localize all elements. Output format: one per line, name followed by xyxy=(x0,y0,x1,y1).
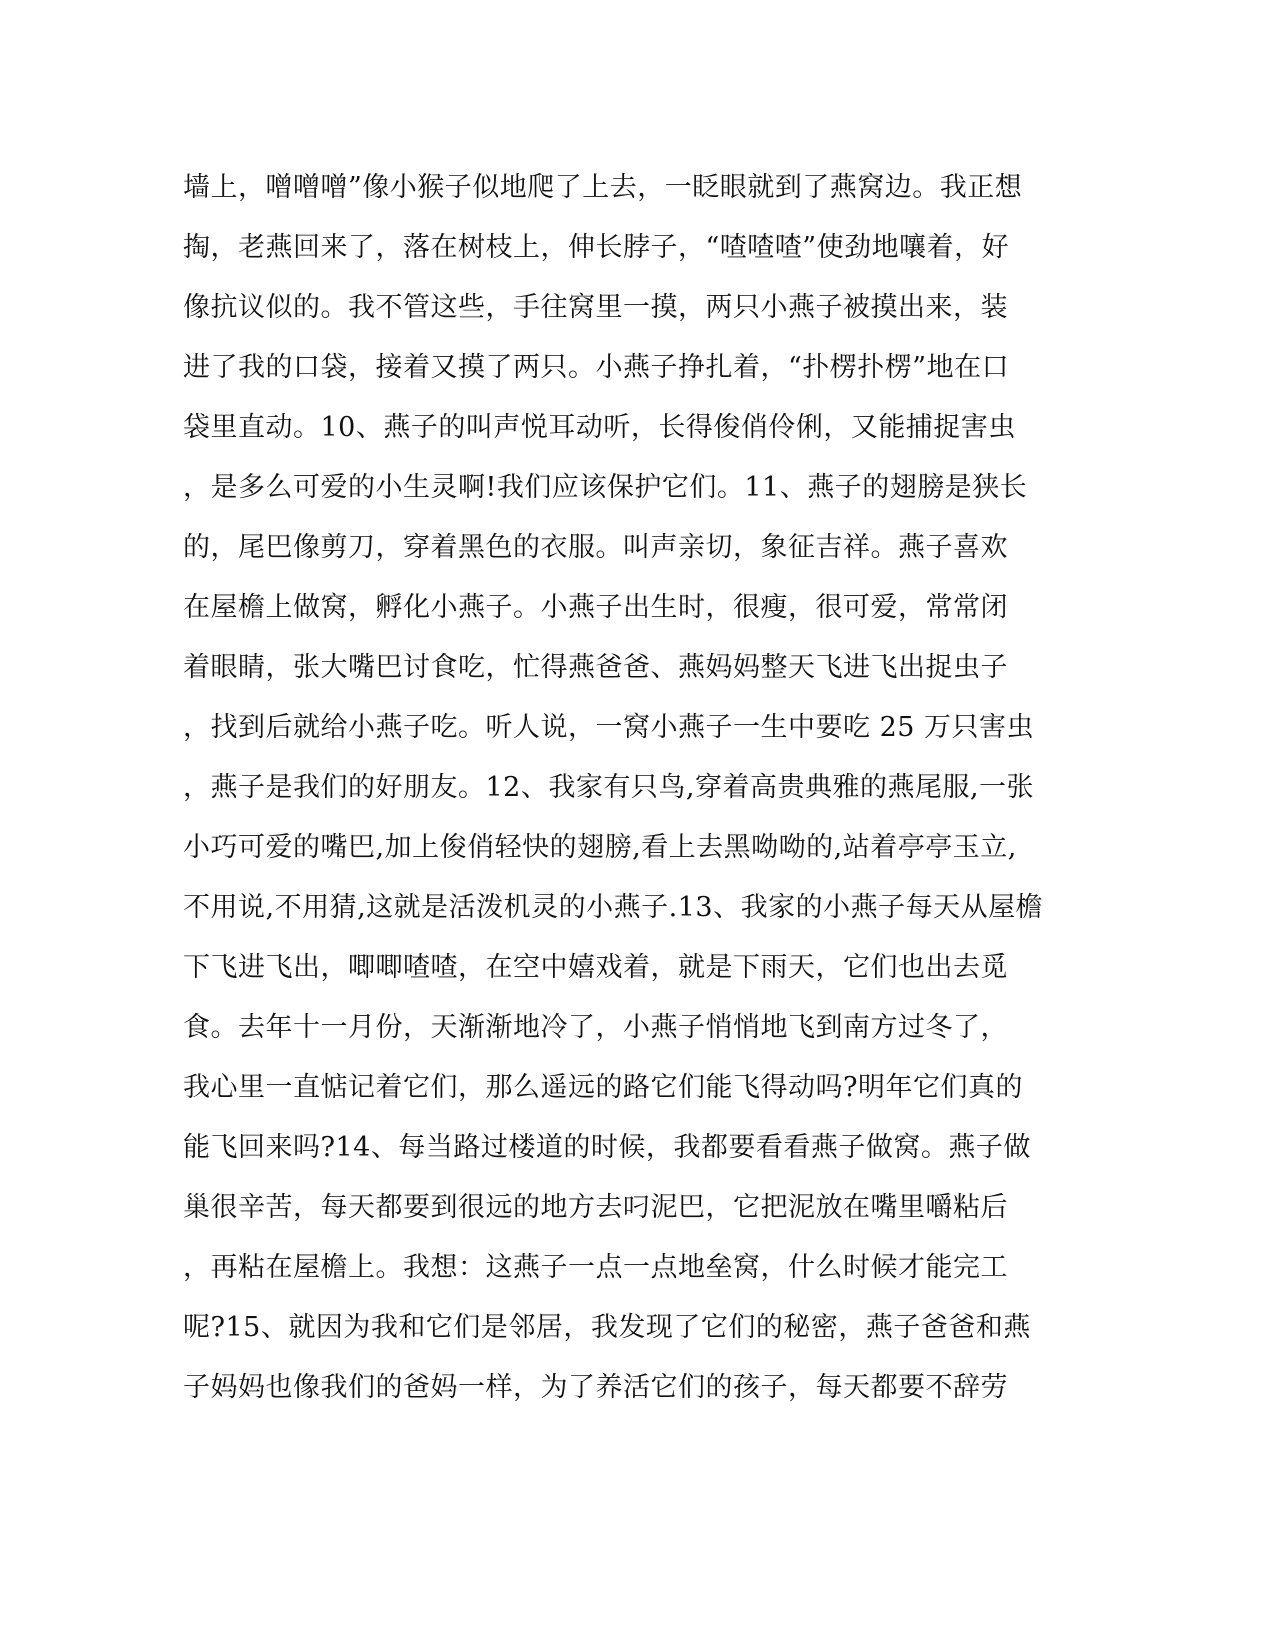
text-line: 像抗议似的。我不管这些，手往窝里一摸，两只小燕子被摸出来，装 xyxy=(183,292,1008,323)
text-line: ，是多么可爱的小生灵啊!我们应该保护它们。11、燕子的翅膀是狭长 xyxy=(183,472,1028,503)
body-text xyxy=(183,158,1063,1418)
text-line: 的，尾巴像剪刀，穿着黑色的衣服。叫声亲切，象征吉祥。燕子喜欢 xyxy=(183,532,1008,563)
text-line: 掏，老燕回来了，落在树枝上，伸长脖子，“喳喳喳”使劲地嚷着，好 xyxy=(183,232,1010,263)
text-line: 袋里直动。10、燕子的叫声悦耳动听，长得俊俏伶俐，又能捕捉害虫 xyxy=(183,412,1016,443)
text-line: ，再粘在屋檐上。我想：这燕子一点一点地垒窝，什么时候才能完工 xyxy=(183,1252,1008,1283)
text-line: 进了我的口袋，接着又摸了两只。小燕子挣扎着，“扑楞扑楞”地在口 xyxy=(183,352,1010,383)
text-line: 能飞回来吗?14、每当路过楼道的时候，我都要看看燕子做窝。燕子做 xyxy=(183,1132,1031,1163)
text-line: 呢?15、就因为我和它们是邻居，我发现了它们的秘密，燕子爸爸和燕 xyxy=(183,1312,1031,1343)
text-line: 食。去年十一月份，天渐渐地冷了，小燕子悄悄地飞到南方过冬了， xyxy=(183,1012,1008,1043)
text-line: 下飞进飞出，唧唧喳喳，在空中嬉戏着，就是下雨天，它们也出去觅 xyxy=(183,952,1008,983)
text-line: 不用说,不用猜,这就是活泼机灵的小燕子.13、我家的小燕子每天从屋檐 xyxy=(183,892,1044,923)
text-line: 墙上，噌噌噌”像小猴子似地爬了上去，一眨眼就到了燕窝边。我正想 xyxy=(183,172,1023,203)
text-line: ，燕子是我们的好朋友。12、我家有只鸟,穿着高贵典雅的燕尾服,一张 xyxy=(183,772,1035,803)
text-line: 子妈妈也像我们的爸妈一样，为了养活它们的孩子，每天都要不辞劳 xyxy=(183,1372,1008,1403)
text-line: 在屋檐上做窝，孵化小燕子。小燕子出生时，很瘦，很可爱，常常闭 xyxy=(183,592,1008,623)
text-line: 巢很辛苦，每天都要到很远的地方去叼泥巴，它把泥放在嘴里嚼粘后 xyxy=(183,1192,1008,1223)
text-line: 我心里一直惦记着它们，那么遥远的路它们能飞得动吗?明年它们真的 xyxy=(183,1072,1023,1103)
text-line: 着眼睛，张大嘴巴讨食吃，忙得燕爸爸、燕妈妈整天飞进飞出捉虫子 xyxy=(183,652,1008,683)
text-line: 小巧可爱的嘴巴,加上俊俏轻快的翅膀,看上去黑呦呦的,站着亭亭玉立, xyxy=(183,832,1017,863)
text-line: ，找到后就给小燕子吃。听人说，一窝小燕子一生中要吃 25 万只害虫 xyxy=(183,712,1035,743)
